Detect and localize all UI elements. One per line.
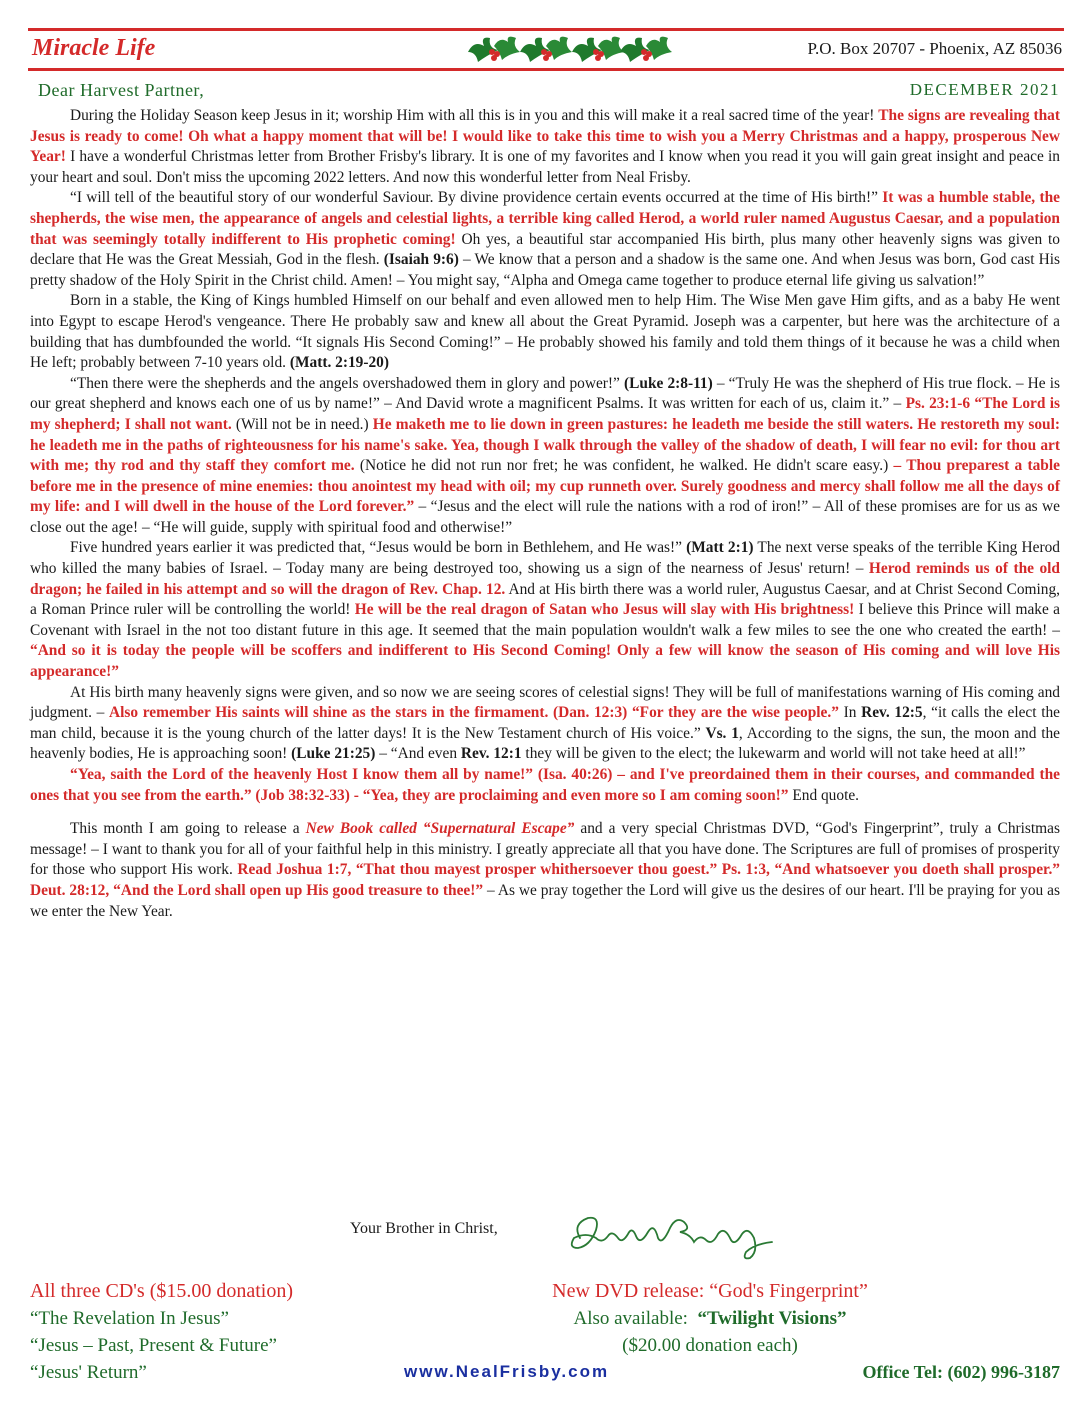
text-run: “I will tell of the beautiful story of our wonderful Saviour. By divine providence certain events occurred at the time of His birth!” <box>70 189 883 207</box>
dvd-offer <box>470 1278 950 1359</box>
text-run: , According to the signs, the sun, the moon and the heavenly bodies, He is approaching soon! <box>30 724 1061 763</box>
cd-title: “The Revelation In Jesus” <box>30 1308 229 1329</box>
text-run: – Thou preparest a table before me in the presence of mine enemies: thou anointest my head with oil; my cup runneth over. Surely goodness and mercy shall follow me all the days of my life: and I will dwell in the house of the Lord forever.” <box>30 457 1060 516</box>
text-run: “Then there were the shepherds and the angels overshadowed them in glory and power!” <box>70 374 624 392</box>
signoff: Your Brother in Christ, <box>350 1220 498 1237</box>
text-run: (Luke 21:25) <box>291 745 376 763</box>
cd-title: “Jesus – Past, Present & Future” <box>30 1335 277 1356</box>
letter-body <box>30 106 1060 922</box>
also-available-label: Also available: <box>573 1308 688 1329</box>
text-run: Herod reminds us of the old dragon; he failed in his attempt and so will the dragon of Rev. Chap. 12. <box>30 560 1060 598</box>
header-top-rule <box>28 28 1064 31</box>
text-run: This month I am going to release a <box>70 820 306 838</box>
text-run: (Isaiah 9:6) <box>383 251 459 269</box>
header-bottom-rule <box>28 68 1064 71</box>
letterhead <box>28 28 1064 70</box>
office-phone: Office Tel: (602) 996-3187 <box>862 1362 1060 1382</box>
text-run: Also remember His saints will shine as the stars in the firmament. (Dan. 12:3) “For they are the wise people.” <box>109 704 839 722</box>
paragraph <box>30 374 1060 539</box>
text-run: Rev. 12:5 <box>861 704 923 722</box>
text-run: – “Truly He was the shepherd of His true flock. – He is our great shepherd and knows each one of us by name!” – And David wrote a magnificent Psalms. It was written for each of us, claim it.” – <box>30 374 1060 413</box>
salutation: Dear Harvest Partner, <box>38 80 205 100</box>
text-run: “And so it is today the people will be scoffers and indifferent to His Second Coming! Only a few will know the season of His coming and will love His appearance!” <box>30 642 1060 681</box>
text-run: – “Jesus and the elect will rule the nations with a rod of iron!” – All of these promises are for us as we close out the age! – “He will guide, supply with spiritual food and otherwise!” <box>30 498 1060 536</box>
paragraph <box>30 188 1060 291</box>
text-run: I believe this Prince will make a Covenant with Israel in the not too distant future in this age. It seemed that the main population wouldn't walk a few miles to see the one who created the earth! – <box>30 601 1060 639</box>
text-run: , “it calls the elect the man child, because it is the young church of the latter days! It is the New Testament church of His voice.” <box>30 704 1061 742</box>
text-run: During the Holiday Season keep Jesus in it; worship Him with all this is in you and this will make it a real sacred time of the year! <box>70 107 879 124</box>
text-run: – “And even <box>375 745 461 763</box>
text-run: Born in a stable, the King of Kings humbled Himself on our behalf and even allowed men to help Him. The Wise Men gave Him gifts, and as a baby He went into Egypt to escape Herod's vengeance. There He probably saw and knew all about the Great Pyramid. Joseph was a carpenter, but here was the architecture of a building that has dumbfounded the world. “It signals His Second Coming!” – He probably showed his family and told them things of it because he was a child when He left; probably between 7-10 years old. <box>30 292 1060 372</box>
text-run: He will be the real dragon of Satan who Jesus will slay with His brightness! <box>354 601 855 619</box>
text-run: The signs are revealing that Jesus is ready to come! Oh what a happy moment that will be! I would like to take this time to wish you a Merry Christmas and a happy, prosperous New Year! <box>30 107 1060 166</box>
text-run: (Will not be in need.) <box>231 415 373 433</box>
paragraph <box>30 765 1060 806</box>
brand-title: Miracle Life <box>32 35 156 61</box>
letter-date: DECEMBER 2021 <box>909 80 1060 99</box>
cd-offer-heading: All three CD's ($15.00 donation) <box>30 1280 294 1302</box>
text-run: In <box>838 704 862 722</box>
text-run: (Notice he did not run nor fret; he was confident, he walked. He didn't scare easy.) <box>354 457 894 475</box>
text-run: Ps. 23:1-6 “The Lord is my shepherd; I shall not want. <box>30 395 1060 433</box>
paragraph <box>30 538 1060 682</box>
text-run: they will be given to the elect; the lukewarm and world will not take heed at all!” <box>521 745 1026 763</box>
handwritten-signature <box>566 1208 786 1264</box>
text-run: And at His birth there was a world ruler, Augustus Caesar, and at Christ Second Coming, a Roman Prince ruler will be controlling the world! <box>30 580 1060 619</box>
text-run: I have a wonderful Christmas letter from Brother Frisby's library. It is one of my favorites and I know when you read it you will gain great insight and peace in your heart and soul. Don't miss the upcoming 2022 letters. And now this wonderful letter from Neal Frisby. <box>30 148 1060 186</box>
text-run: – We know that a person and a shadow is the same one. And when Jesus was born, God cast His pretty shadow of the Holy Spirit in the Christ child. Amen! – You might say, “Alpha and Omega came together to produce eternal life giving us salvation!” <box>30 251 1060 289</box>
text-run: Oh yes, a beautiful star accompanied His birth, plus many other heavenly signs was given to declare that He was the Great Messiah, God in the flesh. <box>30 230 1060 269</box>
text-run: Rev. 12:1 <box>460 745 522 763</box>
text-run: (Luke 2:8-11) <box>624 374 713 392</box>
text-run: At His birth many heavenly signs were given, and so now we are seeing scores of celestial signs! They will be full of manifestations warning of His coming and judgment. – <box>30 683 1060 722</box>
text-run: (Matt 2:1) <box>686 539 754 557</box>
cd-title: “Jesus' Return” <box>30 1362 147 1383</box>
text-run: End quote. <box>788 786 860 804</box>
dvd-price: ($20.00 donation each) <box>622 1335 798 1356</box>
text-run: The next verse speaks of the terrible King Herod who killed the many babies of Israel. – Today many are being destroyed too, showing us a sign of the nearness of Jesus' return! – <box>30 539 1060 578</box>
text-run: He maketh me to lie down in green pastures: he leadeth me beside the still waters. He restoreth my soul: he leadeth me in the paths of righteousness for his name's sake. Yea, though I walk through the valley of the shadow of death, I will fear no evil: for thou art with me; thy rod and thy staff they comfort me. <box>30 415 1061 475</box>
dvd-offer-heading: New DVD release: “God's Fingerprint” <box>552 1280 868 1302</box>
website-link[interactable]: www.NealFrisby.com <box>404 1362 610 1381</box>
paragraph <box>30 106 1060 188</box>
text-run: and a very special Christmas DVD, “God's Fingerprint”, truly a Christmas message! – I want to thank you for all of your faithful help in this ministry. I greatly appreciate all that you have done. The Scriptures are full of promises of prosperity for those who support His work. <box>30 820 1060 879</box>
paragraph <box>30 291 1060 373</box>
text-run: It was a humble stable, the shepherds, the wise men, the appearance of angels and celestial lights, a terrible king called Herod, a world ruler named Augustus Caesar, and a population that was seemingly totally indifferent to His prophetic coming! <box>30 189 1061 248</box>
text-run: – As we pray together the Lord will give us the desires of our heart. I'll be praying for you as we enter the New Year. <box>30 881 1060 920</box>
holly-icon <box>464 32 676 66</box>
text-run: Five hundred years earlier it was predicted that, “Jesus would be born in Bethlehem, and He was!” <box>70 539 687 557</box>
also-available-title: “Twilight Visions” <box>697 1308 847 1329</box>
paragraph <box>30 683 1060 765</box>
paragraph <box>30 819 1060 922</box>
dvd-also-available <box>470 1305 950 1332</box>
text-run: New Book called “Supernatural Escape” <box>305 820 575 838</box>
text-run: (Matt. 2:19-20) <box>289 354 390 372</box>
text-run: Read Joshua 1:7, “That thou mayest prosper whithersoever thou goest.” Ps. 1:3, “And whatsoever you doeth shall prosper.” Deut. 28:12, “And the Lord shall open up His good treasure to thee!” <box>30 861 1060 899</box>
mailing-address: P.O. Box 20707 - Phoenix, AZ 85036 <box>807 39 1062 58</box>
text-run: “Yea, saith the Lord of the heavenly Host I know them all by name!” (Isa. 40:26) – and I've preordained them in their courses, and commanded the ones that you see from the earth.” (Job 38:32-33) - “Yea, they are proclaiming and even more so I am coming soon!” <box>30 766 1060 804</box>
cd-offer <box>30 1278 293 1386</box>
text-run: Vs. 1 <box>705 724 739 742</box>
